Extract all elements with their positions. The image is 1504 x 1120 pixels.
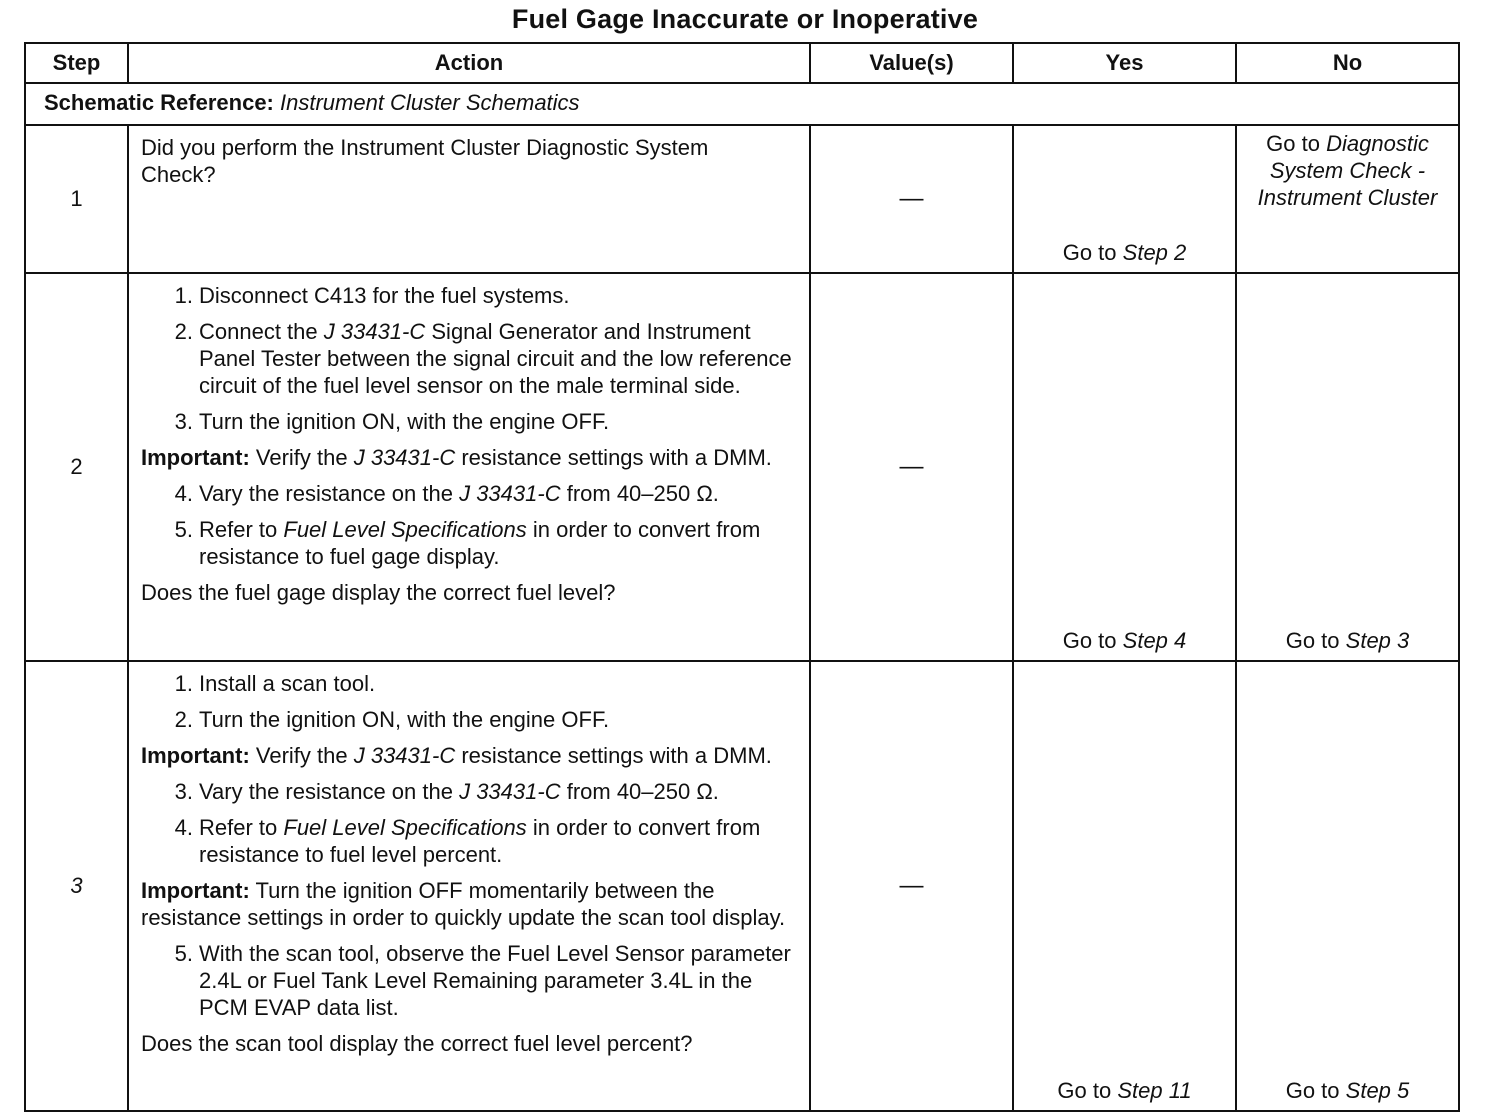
- step-number: 3: [25, 661, 128, 1111]
- list-item: 3. Vary the resistance on the J 33431-C from 40–250 Ω.: [174, 779, 719, 804]
- no-cell: [1236, 661, 1459, 1111]
- list-item: 1. Install a scan tool.: [174, 671, 376, 696]
- header-values: Value(s): [810, 43, 1013, 83]
- value-cell: —: [810, 125, 1013, 273]
- header-action: Action: [128, 43, 810, 83]
- action-question: Does the fuel gage display the correct fuel level?: [141, 580, 616, 605]
- no-link[interactable]: Go to Diagnostic System Check - Instrument Cluster: [1257, 131, 1438, 210]
- schematic-row: [25, 83, 1459, 125]
- yes-link[interactable]: Go to Step 4: [1062, 628, 1187, 653]
- yes-cell: [1013, 661, 1236, 1111]
- schematic-label: Schematic Reference:: [44, 90, 274, 115]
- list-item: 3. Turn the ignition ON, with the engine OFF.: [174, 409, 610, 434]
- list-item: 5. Refer to Fuel Level Specifications in order to convert from resistance to fuel gage display.: [174, 517, 761, 569]
- step-number: 1: [25, 125, 128, 273]
- list-item: 4. Refer to Fuel Level Specifications in order to convert from resistance to fuel level percent.: [174, 815, 761, 867]
- table-row: [25, 125, 1459, 273]
- table-row: [25, 273, 1459, 661]
- schematic-link[interactable]: Instrument Cluster Schematics: [280, 90, 580, 115]
- action-question: Did you perform the Instrument Cluster Diagnostic System Check?: [141, 135, 709, 187]
- page-title: Fuel Gage Inaccurate or Inoperative: [511, 4, 979, 34]
- important-note: Important: Verify the J 33431-C resistance settings with a DMM.: [141, 445, 772, 470]
- header-yes: Yes: [1013, 43, 1236, 83]
- no-link[interactable]: Go to Step 5: [1285, 1078, 1410, 1103]
- list-item: 5. With the scan tool, observe the Fuel Level Sensor parameter 2.4L or Fuel Tank Level Remaining parameter 3.4L in the PCM EVAP data list.: [174, 941, 791, 1020]
- step-number: 2: [25, 273, 128, 661]
- action-question: Does the scan tool display the correct fuel level percent?: [141, 1031, 693, 1056]
- action-cell: [128, 273, 810, 661]
- header-no: No: [1236, 43, 1459, 83]
- yes-cell: [1013, 125, 1236, 273]
- header-row: [25, 43, 1459, 83]
- header-step: Step: [25, 43, 128, 83]
- action-cell: [128, 125, 810, 273]
- important-note: Important: Turn the ignition OFF momentarily between the resistance settings in order to quickly update the scan tool display.: [141, 878, 786, 930]
- table-row: [25, 661, 1459, 1111]
- no-cell: [1236, 125, 1459, 273]
- list-item: 2. Turn the ignition ON, with the engine OFF.: [174, 707, 610, 732]
- value-cell: —: [810, 661, 1013, 1111]
- diagnostic-table: [24, 42, 1460, 1112]
- important-note: Important: Verify the J 33431-C resistance settings with a DMM.: [141, 743, 772, 768]
- yes-cell: [1013, 273, 1236, 661]
- no-cell: [1236, 273, 1459, 661]
- yes-link[interactable]: Go to Step 11: [1057, 1078, 1192, 1103]
- action-cell: [128, 661, 810, 1111]
- no-link[interactable]: Go to Step 3: [1285, 628, 1410, 653]
- value-cell: —: [810, 273, 1013, 661]
- yes-link[interactable]: Go to Step 2: [1062, 240, 1187, 265]
- schematic-reference: [25, 83, 1459, 125]
- list-item: 4. Vary the resistance on the J 33431-C from 40–250 Ω.: [174, 481, 719, 506]
- list-item: 2. Connect the J 33431-C Signal Generator and Instrument Panel Tester between the signal circuit and the low reference circuit of the fuel level sensor on the male terminal side.: [174, 319, 792, 398]
- list-item: 1. Disconnect C413 for the fuel systems.: [174, 283, 570, 308]
